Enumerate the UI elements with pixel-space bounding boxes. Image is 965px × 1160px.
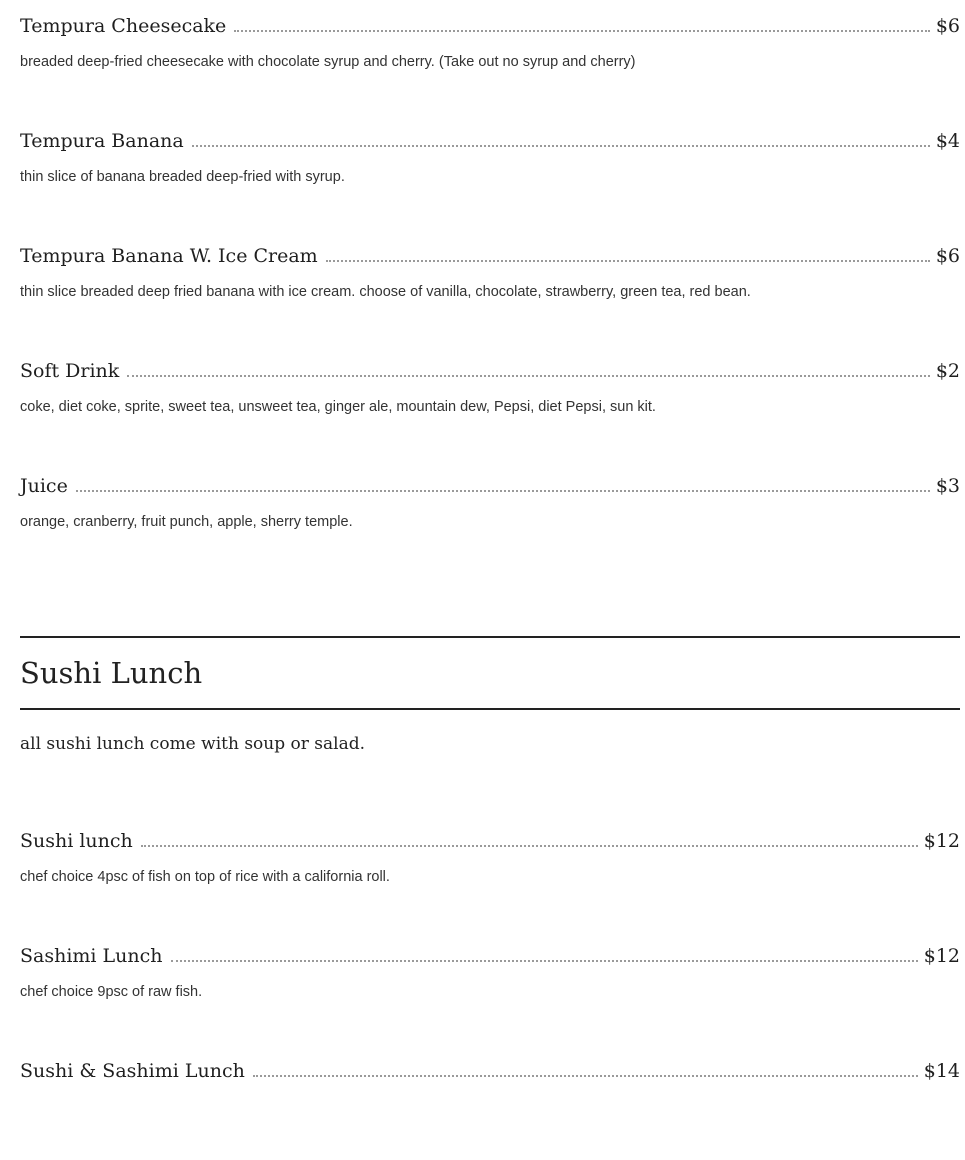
menu-item-name: Tempura Cheesecake xyxy=(20,15,227,37)
menu-item-name: Sushi lunch xyxy=(20,830,133,852)
menu-item-name: Tempura Banana W. Ice Cream xyxy=(20,245,318,267)
menu-item-description: thin slice of banana breaded deep-fried with syrup. xyxy=(20,169,345,185)
menu-item-row xyxy=(20,357,960,385)
menu-item-name: Sushi & Sashimi Lunch xyxy=(20,1060,245,1082)
dotted-leader xyxy=(141,844,918,847)
menu-item-name: Juice xyxy=(20,475,68,497)
menu-item-price: $3 xyxy=(935,475,960,497)
section-header xyxy=(20,636,960,754)
menu-item xyxy=(20,815,960,930)
menu-item-price: $4 xyxy=(935,130,960,152)
menu-item xyxy=(20,345,960,460)
menu-item-row xyxy=(20,472,960,500)
menu-item-description: chef choice 9psc of raw fish. xyxy=(20,984,203,1000)
dotted-leader xyxy=(127,374,930,377)
menu-item-name: Soft Drink xyxy=(20,360,120,382)
menu-item-price: $14 xyxy=(923,1060,960,1082)
menu-item-description: coke, diet coke, sprite, sweet tea, unsweet tea, ginger ale, mountain dew, Pepsi, diet Pepsi, sun kit. xyxy=(20,399,656,415)
menu-item-name: Tempura Banana xyxy=(20,130,184,152)
menu-item-price: $6 xyxy=(935,15,960,37)
menu-item-row xyxy=(20,1057,960,1085)
section-title: Sushi Lunch xyxy=(20,656,203,690)
section-bottom-rule xyxy=(20,708,960,710)
menu-item-price: $12 xyxy=(923,945,960,967)
menu-item xyxy=(20,0,960,115)
menu-item xyxy=(20,115,960,230)
menu-item-row xyxy=(20,242,960,270)
menu-item-price: $12 xyxy=(923,830,960,852)
menu-item-description: breaded deep-fried cheesecake with chocolate syrup and cherry. (Take out no syrup and cherry) xyxy=(20,54,636,70)
section-note: all sushi lunch come with soup or salad. xyxy=(20,734,365,754)
menu-item-row xyxy=(20,127,960,155)
menu-item xyxy=(20,460,960,575)
menu-item-row xyxy=(20,12,960,40)
menu-item-price: $2 xyxy=(935,360,960,382)
dotted-leader xyxy=(192,144,930,147)
dotted-leader xyxy=(171,959,918,962)
menu-items-top xyxy=(20,0,960,575)
dotted-leader xyxy=(253,1074,918,1077)
dotted-leader xyxy=(326,259,930,262)
menu-item xyxy=(20,230,960,345)
menu-item-description: thin slice breaded deep fried banana with ice cream. choose of vanilla, chocolate, strawberry, green tea, red bean. xyxy=(20,284,751,300)
menu-item-description: chef choice 4psc of fish on top of rice with a california roll. xyxy=(20,869,390,885)
dotted-leader xyxy=(76,489,930,492)
menu-item-description: orange, cranberry, fruit punch, apple, sherry temple. xyxy=(20,514,353,530)
menu-item-name: Sashimi Lunch xyxy=(20,945,163,967)
menu-item-row xyxy=(20,942,960,970)
menu-item-price: $6 xyxy=(935,245,960,267)
menu-item-row xyxy=(20,827,960,855)
dotted-leader xyxy=(234,29,930,32)
menu-item xyxy=(20,930,960,1045)
menu-items-bottom xyxy=(20,815,960,1160)
